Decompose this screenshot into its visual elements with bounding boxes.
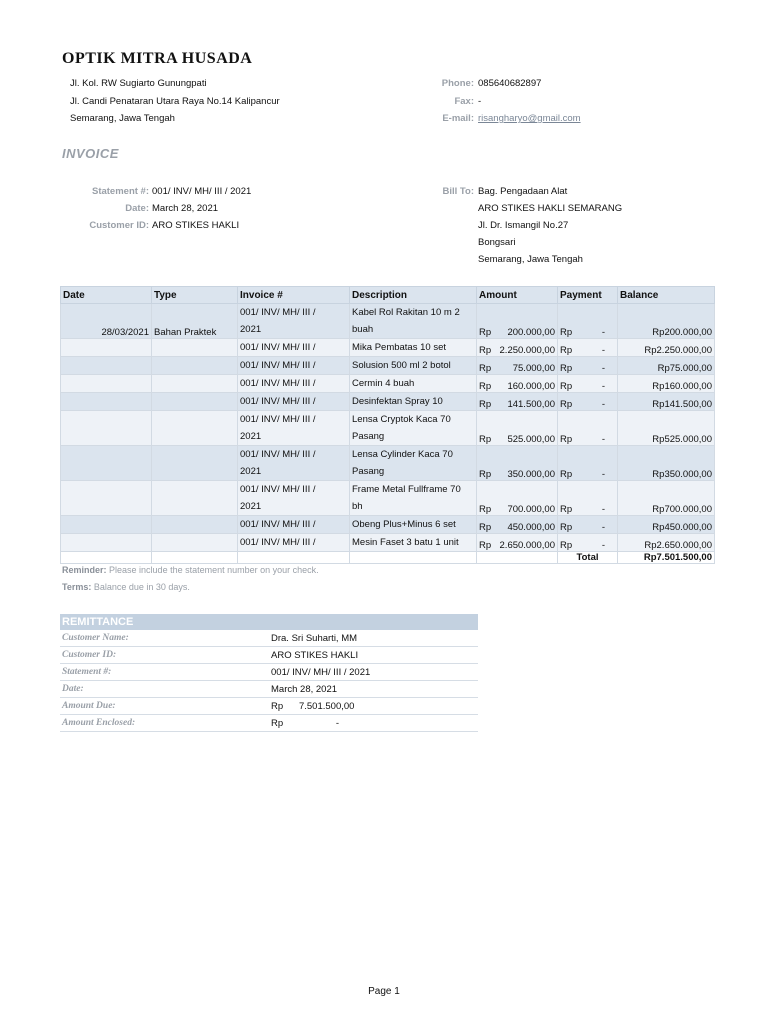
- payment-currency: Rp: [560, 540, 573, 551]
- payment-currency: Rp: [560, 504, 573, 515]
- table-row: [61, 516, 715, 534]
- payment-value: -: [601, 504, 605, 515]
- cell-payment: [558, 534, 618, 552]
- remittance-value: Dra. Sri Suharti, MM: [269, 630, 478, 647]
- cell-date: [61, 393, 152, 411]
- cell-invoice-line1: 001/ INV/ MH/ III /: [240, 396, 316, 407]
- cell-payment: [558, 516, 618, 534]
- cell-invoice-line1: 001/ INV/ MH/ III /: [240, 307, 316, 318]
- cell-amount: [477, 481, 558, 516]
- amount-currency: Rp: [479, 522, 492, 533]
- bill-to-line-1: Bag. Pengadaan Alat: [478, 186, 568, 197]
- payment-value: -: [601, 469, 605, 480]
- amount-currency: Rp: [479, 363, 492, 374]
- cell-invoice-line1: 001/ INV/ MH/ III /: [240, 414, 316, 425]
- reminder-note: [62, 565, 319, 575]
- balance-value: Rp2.250.000,00: [644, 345, 712, 356]
- terms-note: [62, 582, 190, 592]
- cell-description: [350, 357, 477, 375]
- cell-payment: [558, 411, 618, 446]
- payment-value: -: [601, 540, 605, 551]
- cell-description: [350, 304, 477, 339]
- remittance-value: ARO STIKES HAKLI: [269, 647, 478, 664]
- cell-invoice-line1: 001/ INV/ MH/ III /: [240, 360, 316, 371]
- remittance-row: [60, 715, 478, 732]
- cell-payment: [558, 481, 618, 516]
- cell-description-line1: Cermin 4 buah: [352, 378, 415, 389]
- cell-amount: [477, 339, 558, 357]
- cell-description-line1: Kabel Rol Rakitan 10 m 2: [352, 307, 460, 318]
- cell-date: [61, 357, 152, 375]
- cell-description-line1: Lensa Cylinder Kaca 70: [352, 449, 453, 460]
- date-value: March 28, 2021: [152, 203, 219, 214]
- date-label: Date:: [125, 203, 149, 214]
- cell-amount: [477, 446, 558, 481]
- amount-currency: Rp: [479, 469, 492, 480]
- cell-balance: [618, 534, 715, 552]
- amount-value: 525.000,00: [507, 434, 555, 445]
- payment-value: -: [601, 522, 605, 533]
- cell-date: [61, 375, 152, 393]
- amount-currency: Rp: [479, 504, 492, 515]
- remittance-row: [60, 681, 478, 698]
- cell-description: [350, 411, 477, 446]
- cell-description: [350, 446, 477, 481]
- reminder-text: Please include the statement number on your check.: [109, 565, 319, 575]
- total-label: Total: [558, 552, 618, 564]
- payment-currency: Rp: [560, 522, 573, 533]
- remittance-value: 001/ INV/ MH/ III / 2021: [269, 664, 478, 681]
- balance-value: Rp200.000,00: [652, 327, 712, 338]
- email-label: E-mail:: [442, 113, 474, 124]
- cell-date: [61, 534, 152, 552]
- payment-currency: Rp: [560, 363, 573, 374]
- cell-invoice-line2: 2021: [240, 324, 262, 335]
- terms-text: Balance due in 30 days.: [93, 582, 190, 592]
- balance-value: Rp350.000,00: [652, 469, 712, 480]
- customer-id-value: ARO STIKES HAKLI: [152, 220, 240, 231]
- cell-type: [152, 304, 238, 339]
- amount-value: 350.000,00: [507, 469, 555, 480]
- cell-type: [152, 375, 238, 393]
- balance-value: Rp2.650.000,00: [644, 540, 712, 551]
- company-name: OPTIK MITRA HUSADA: [62, 50, 253, 67]
- cell-balance: [618, 411, 715, 446]
- cell-invoice: [238, 534, 350, 552]
- terms-label: Terms:: [62, 582, 92, 592]
- balance-value: Rp450.000,00: [652, 522, 712, 533]
- cell-description-line2: bh: [352, 501, 363, 512]
- cell-description-line1: Obeng Plus+Minus 6 set: [352, 519, 456, 530]
- table-row: [61, 339, 715, 357]
- cell-amount: [477, 304, 558, 339]
- payment-value: -: [601, 327, 605, 338]
- bill-to-line-2: ARO STIKES HAKLI SEMARANG: [478, 203, 623, 214]
- cell-amount: [477, 375, 558, 393]
- cell-date: [61, 481, 152, 516]
- amount-currency: Rp: [479, 381, 492, 392]
- table-row: [61, 304, 715, 339]
- remittance-value: Rp -: [269, 715, 478, 732]
- cell-description-line1: Solusion 500 ml 2 botol: [352, 360, 451, 371]
- cell-type: [152, 446, 238, 481]
- payment-value: -: [601, 381, 605, 392]
- total-row: [61, 552, 715, 564]
- payment-currency: Rp: [560, 345, 573, 356]
- amount-value: 700.000,00: [507, 504, 555, 515]
- cell-description-line1: Lensa Cryptok Kaca 70: [352, 414, 451, 425]
- total-value: Rp7.501.500,00: [618, 552, 715, 564]
- balance-value: Rp160.000,00: [652, 381, 712, 392]
- cell-type: [152, 481, 238, 516]
- cell-date-text: 28/03/2021: [101, 327, 149, 338]
- header-date: Date: [61, 287, 152, 304]
- table-row: [61, 393, 715, 411]
- cell-payment: [558, 375, 618, 393]
- cell-type: [152, 411, 238, 446]
- header-balance: Balance: [618, 287, 715, 304]
- cell-description-line1: Mesin Faset 3 batu 1 unit: [352, 537, 459, 548]
- header-type: Type: [152, 287, 238, 304]
- remittance-table: [60, 614, 478, 732]
- bill-to-line-4: Bongsari: [478, 237, 516, 248]
- cell-invoice-line2: 2021: [240, 431, 262, 442]
- phone-value: 085640682897: [478, 78, 542, 89]
- cell-invoice-line1: 001/ INV/ MH/ III /: [240, 342, 316, 353]
- cell-description: [350, 534, 477, 552]
- cell-invoice-line2: 2021: [240, 501, 262, 512]
- address-line-1: Jl. Kol. RW Sugiarto Gunungpati: [70, 78, 207, 89]
- cell-type: [152, 339, 238, 357]
- cell-payment: [558, 446, 618, 481]
- cell-amount: [477, 534, 558, 552]
- cell-date: [61, 516, 152, 534]
- cell-type-text: Bahan Praktek: [154, 327, 217, 338]
- payment-currency: Rp: [560, 469, 573, 480]
- table-row: [61, 446, 715, 481]
- cell-amount: [477, 411, 558, 446]
- table-row: [61, 357, 715, 375]
- cell-date: [61, 446, 152, 481]
- cell-invoice: [238, 357, 350, 375]
- cell-payment: [558, 304, 618, 339]
- balance-value: Rp75.000,00: [657, 363, 712, 374]
- payment-value: -: [601, 399, 605, 410]
- amount-currency: Rp: [479, 434, 492, 445]
- header-payment: Payment: [558, 287, 618, 304]
- payment-currency: Rp: [560, 381, 573, 392]
- cell-invoice: [238, 446, 350, 481]
- cell-invoice: [238, 304, 350, 339]
- header-amount: Amount: [477, 287, 558, 304]
- cell-balance: [618, 516, 715, 534]
- cell-invoice-line2: 2021: [240, 466, 262, 477]
- page-number: Page 1: [368, 986, 400, 997]
- fax-value: -: [478, 96, 482, 107]
- invoice-table: [60, 286, 715, 564]
- cell-invoice-line1: 001/ INV/ MH/ III /: [240, 484, 316, 495]
- cell-invoice: [238, 375, 350, 393]
- amount-value: 450.000,00: [507, 522, 555, 533]
- cell-balance: [618, 446, 715, 481]
- cell-description: [350, 481, 477, 516]
- table-row: [61, 534, 715, 552]
- cell-balance: [618, 339, 715, 357]
- cell-balance: [618, 481, 715, 516]
- cell-balance: [618, 375, 715, 393]
- cell-description-line2: buah: [352, 324, 374, 335]
- cell-invoice: [238, 516, 350, 534]
- invoice-title: INVOICE: [62, 146, 119, 161]
- cell-amount: [477, 516, 558, 534]
- cell-description-line1: Desinfektan Spray 10: [352, 396, 443, 407]
- payment-currency: Rp: [560, 327, 573, 338]
- statement-value: 001/ INV/ MH/ III / 2021: [152, 186, 252, 197]
- cell-description-line2: Pasang: [352, 466, 385, 477]
- amount-value: 200.000,00: [507, 327, 555, 338]
- remittance-label: Customer Name:: [60, 630, 269, 647]
- bill-to-label: Bill To:: [442, 186, 474, 197]
- cell-payment: [558, 357, 618, 375]
- cell-description: [350, 339, 477, 357]
- remittance-label: Amount Due:: [60, 698, 269, 715]
- table-row: [61, 411, 715, 446]
- cell-balance: [618, 357, 715, 375]
- cell-type: [152, 534, 238, 552]
- remittance-label: Customer ID:: [60, 647, 269, 664]
- fax-label: Fax:: [454, 96, 474, 107]
- cell-description-line2: Pasang: [352, 431, 385, 442]
- remittance-title: REMITTANCE: [60, 614, 478, 630]
- cell-payment: [558, 393, 618, 411]
- cell-invoice-line1: 001/ INV/ MH/ III /: [240, 519, 316, 530]
- cell-invoice-line1: 001/ INV/ MH/ III /: [240, 378, 316, 389]
- cell-amount: [477, 393, 558, 411]
- payment-currency: Rp: [560, 399, 573, 410]
- cell-invoice: [238, 339, 350, 357]
- balance-value: Rp525.000,00: [652, 434, 712, 445]
- bill-to-line-5: Semarang, Jawa Tengah: [478, 254, 583, 265]
- bill-to-line-3: Jl. Dr. Ismangil No.27: [478, 220, 569, 231]
- amount-currency: Rp: [479, 540, 492, 551]
- cell-balance: [618, 304, 715, 339]
- cell-type: [152, 516, 238, 534]
- phone-label: Phone:: [441, 78, 474, 89]
- cell-balance: [618, 393, 715, 411]
- payment-currency: Rp: [560, 434, 573, 445]
- statement-label: Statement #:: [91, 186, 149, 197]
- table-header-row: [61, 287, 715, 304]
- reminder-label: Reminder:: [62, 565, 107, 575]
- remittance-label: Date:: [60, 681, 269, 698]
- amount-value: 75.000,00: [512, 363, 555, 374]
- cell-date: [61, 339, 152, 357]
- remittance-label: Amount Enclosed:: [60, 715, 269, 732]
- amount-value: 2.650.000,00: [499, 540, 555, 551]
- cell-invoice-line1: 001/ INV/ MH/ III /: [240, 449, 316, 460]
- table-row: [61, 481, 715, 516]
- cell-date: [61, 304, 152, 339]
- address-line-2: Jl. Candi Penataran Utara Raya No.14 Kalipancur: [70, 96, 280, 107]
- cell-invoice: [238, 393, 350, 411]
- payment-value: -: [601, 345, 605, 356]
- remittance-row: [60, 647, 478, 664]
- remittance-value: Rp 7.501.500,00: [269, 698, 478, 715]
- cell-type: [152, 393, 238, 411]
- amount-value: 160.000,00: [507, 381, 555, 392]
- amount-value: 141.500,00: [507, 399, 555, 410]
- cell-invoice: [238, 411, 350, 446]
- payment-value: -: [601, 434, 605, 445]
- remittance-label: Statement #:: [60, 664, 269, 681]
- cell-amount: [477, 357, 558, 375]
- amount-currency: Rp: [479, 399, 492, 410]
- balance-value: Rp700.000,00: [652, 504, 712, 515]
- cell-invoice-line1: 001/ INV/ MH/ III /: [240, 537, 316, 548]
- amount-currency: Rp: [479, 327, 492, 338]
- payment-value: -: [601, 363, 605, 374]
- cell-description: [350, 375, 477, 393]
- balance-value: Rp141.500,00: [652, 399, 712, 410]
- address-line-3: Semarang, Jawa Tengah: [70, 113, 175, 124]
- customer-id-label: Customer ID:: [89, 220, 149, 231]
- cell-payment: [558, 339, 618, 357]
- cell-description: [350, 516, 477, 534]
- cell-description-line1: Frame Metal Fullframe 70: [352, 484, 461, 495]
- remittance-row: [60, 698, 478, 715]
- header-invoice: Invoice #: [238, 287, 350, 304]
- remittance-row: [60, 630, 478, 647]
- amount-value: 2.250.000,00: [499, 345, 555, 356]
- remittance-value: March 28, 2021: [269, 681, 478, 698]
- email-link[interactable]: risangharyo@gmail.com: [478, 113, 581, 124]
- cell-type: [152, 357, 238, 375]
- amount-currency: Rp: [479, 345, 492, 356]
- table-row: [61, 375, 715, 393]
- cell-description: [350, 393, 477, 411]
- header-description: Description: [350, 287, 477, 304]
- cell-date: [61, 411, 152, 446]
- remittance-row: [60, 664, 478, 681]
- cell-invoice: [238, 481, 350, 516]
- cell-description-line1: Mika Pembatas 10 set: [352, 342, 446, 353]
